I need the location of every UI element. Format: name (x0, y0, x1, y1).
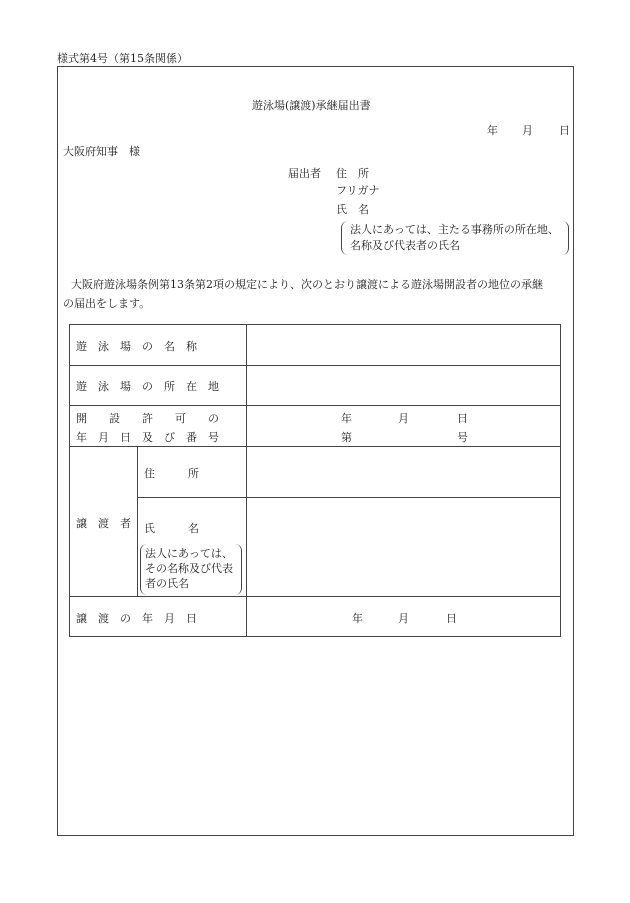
row-permit-label-1: 開 設 許 可 の (76, 412, 219, 425)
form-title: 遊泳場(譲渡)承継届出書 (252, 99, 371, 112)
corp-note-line-1: 法人にあっては、主たる事務所の所在地、 (350, 223, 559, 236)
notifier-furigana-label: フリガナ (336, 184, 380, 197)
permit-number-suffix: 号 (457, 431, 468, 444)
permit-month: 月 (398, 412, 409, 425)
notifier-name-label: 氏 名 (336, 203, 369, 216)
row-location-label: 遊 泳 場 の 所 在 地 (76, 380, 219, 393)
form-number: 様式第4号（第15条関係） (57, 52, 188, 65)
date-month: 月 (522, 124, 533, 137)
date-day: 日 (559, 124, 570, 137)
row-name-label: 遊 泳 場 の 名 称 (76, 340, 197, 353)
corp-note-bracket (341, 221, 569, 255)
transferor-label: 譲 渡 者 (76, 517, 131, 530)
row-permit-label-2: 年 月 日 及 び 番 号 (76, 431, 219, 444)
corp-note-line-2: 名称及び代表者の氏名 (350, 239, 460, 252)
transfer-year: 年 (352, 612, 363, 625)
addressee: 大阪府知事 様 (63, 145, 140, 158)
transferor-note-line-1: 法人にあっては、 (145, 547, 233, 560)
body-text-2: の届出をします。 (63, 297, 151, 310)
notifier-label: 届出者 (288, 167, 321, 180)
transferor-name-label: 氏 名 (144, 522, 199, 535)
transfer-day: 日 (446, 612, 457, 625)
transferor-address-label: 住 所 (144, 467, 199, 480)
permit-number-prefix: 第 (341, 431, 352, 444)
date-year: 年 (487, 124, 498, 137)
transferor-note-line-2: その名称及び代表 (145, 562, 233, 575)
row-transfer-date-label: 譲 渡 の 年 月 日 (76, 612, 197, 625)
permit-year: 年 (341, 412, 352, 425)
notifier-address-label: 住 所 (336, 167, 369, 180)
transferor-note-line-3: 者の氏名 (145, 577, 189, 590)
permit-day: 日 (457, 412, 468, 425)
transfer-month: 月 (398, 612, 409, 625)
body-text-1: 大阪府遊泳場条例第13条第2項の規定により、次のとおり譲渡による遊泳場開設者の地位の承継 (71, 278, 543, 291)
transferor-note-bracket (140, 544, 242, 595)
